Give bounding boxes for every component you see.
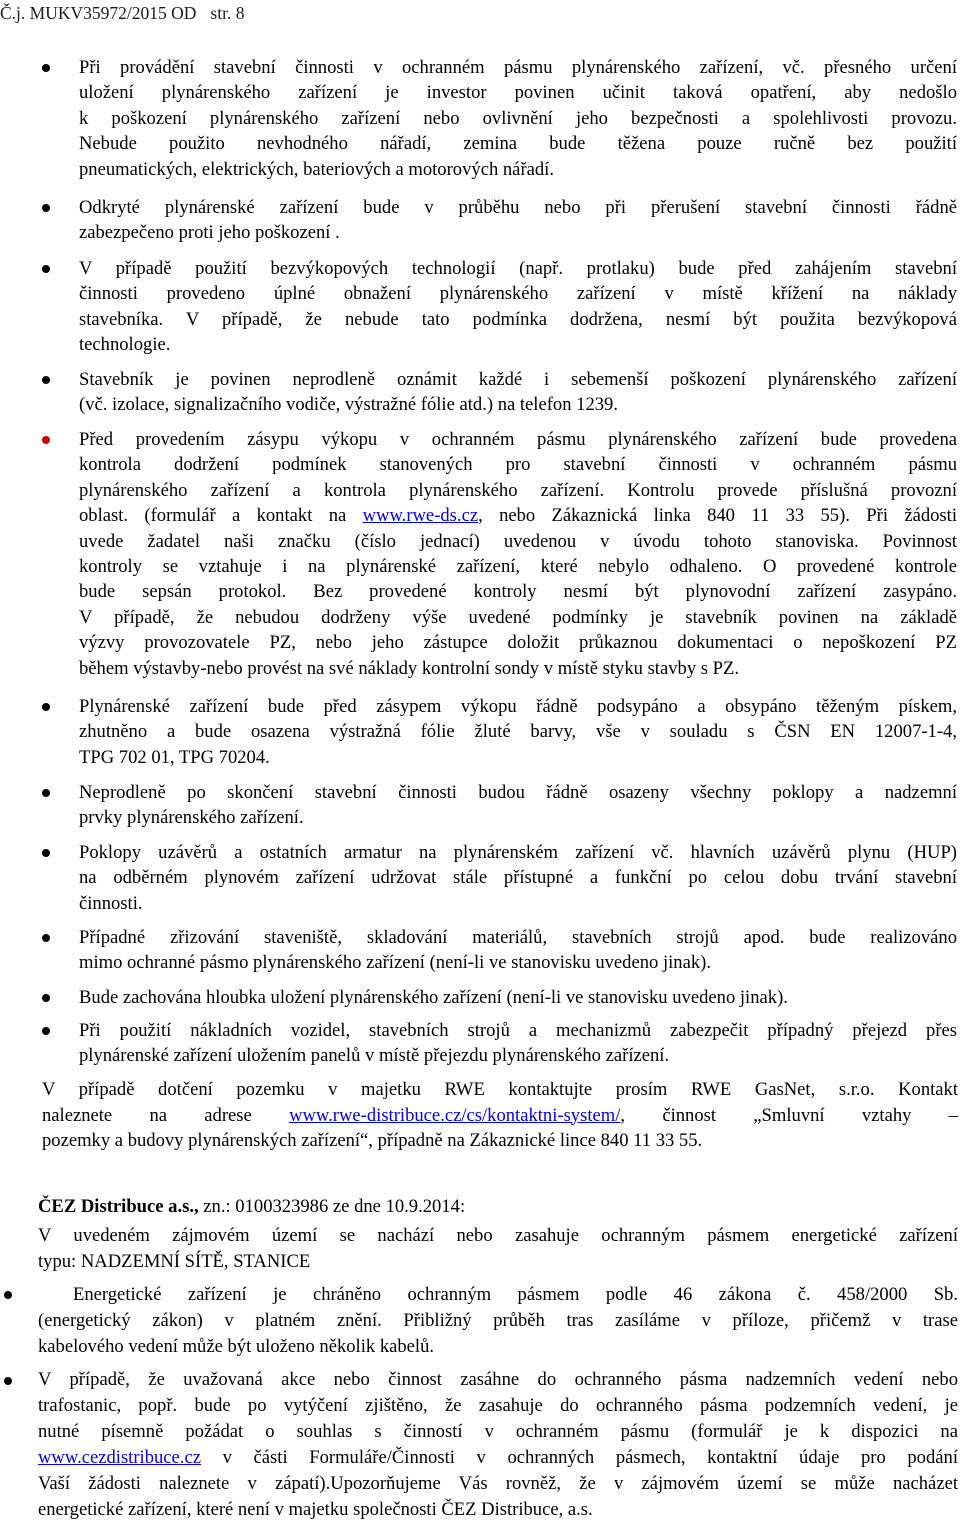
text-line: mimo ochranné pásmo plynárenského zařízení (není-li ve stanovisku uvedeno jinak). xyxy=(79,952,711,974)
text-line: technologie. xyxy=(79,334,171,356)
text-line: Stavebník je povinen neprodleně oznámit každé i sebemenší poškození plynárenského zařízení xyxy=(79,369,957,390)
text-line: (vč. izolace, signalizačního vodiče, výstražné fólie atd.) na telefon 1239. xyxy=(79,394,619,416)
text-line: Při provádění stavební činnosti v ochranném pásmu plynárenského zařízení, vč. přesného určení xyxy=(79,57,957,78)
text-line: kontroly se vztahuje i na plynárenské zařízení, které nebylo odhaleno. O provedené kontrole xyxy=(79,556,957,578)
text-line: bude sepsán protokol. Bez provedené kontroly nesmí být plynovodní zařízení zasypáno. xyxy=(79,581,957,603)
text-line: V případě použití bezvýkopových technologií (např. protlaku) bude před zahájením stavební xyxy=(79,258,957,279)
bullet-icon xyxy=(42,934,50,942)
contact-line: naleznete na adrese www.rwe-distribuce.cz/cs/kontaktni-system/, činnost „Smluvní vztahy – xyxy=(42,1104,959,1126)
text-line: Neprodleně po skončení stavební činnosti budou řádně osazeny všechny poklopy a nadzemní xyxy=(79,782,957,803)
cez-intro: V uvedeném zájmovém území se nachází nebo zasahuje ochranným pásmem energetické zařízení typu: NADZEMNÍ SÍTĚ, STANICE xyxy=(38,1225,958,1272)
cezdistribuce-link[interactable]: www.cezdistribuce.cz xyxy=(38,1447,201,1468)
text-line: prvky plynárenského zařízení. xyxy=(79,807,304,829)
rwe-bullet-item xyxy=(79,780,957,831)
text-line: na odběrném plynovém zařízení udržovat stále přístupné a funkční po celou dobu trvání stavební xyxy=(79,867,957,889)
rwe-bullet-item xyxy=(79,55,957,182)
text-line: TPG 702 01, TPG 70204. xyxy=(79,746,270,768)
text-line: Poklopy uzávěrů a ostatních armatur na plynárenském zařízení vč. hlavních uzávěrů plynu (HUP) xyxy=(79,842,957,863)
bullet-icon xyxy=(42,849,50,857)
text-line: Před provedením zásypu výkopu v ochranném pásmu plynárenského zařízení bude provedena xyxy=(79,429,957,450)
bullet-icon xyxy=(42,376,50,384)
text-line: pneumatických, elektrických, bateriových a motorových nářadí. xyxy=(79,158,554,180)
rwe-bullet-item xyxy=(79,694,957,770)
rwe-bullet-item xyxy=(79,925,957,976)
text-line: Nebude použito nevhodného nářadí, zemina bude těžena pouze ručně bez použití xyxy=(79,133,957,155)
text-line: k poškození plynárenského zařízení nebo ovlivnění jeho bezpečnosti a spolehlivosti provozu. xyxy=(79,107,957,129)
bullet-icon xyxy=(4,1377,12,1385)
rwe-bullet-item xyxy=(79,367,957,418)
cez-section-title: ČEZ Distribuce a.s., zn.: 0100323986 ze dne 10.9.2014: xyxy=(38,1196,466,1217)
bullet-icon xyxy=(42,1027,50,1035)
rwe-bullet-item xyxy=(79,840,957,916)
bullet-icon xyxy=(42,789,50,797)
bullet-icon xyxy=(42,994,50,1002)
rwe-bullet-item xyxy=(79,1018,957,1069)
bullet-icon xyxy=(42,265,50,273)
bullet-icon xyxy=(42,436,50,444)
bullet-icon xyxy=(42,204,50,212)
text-line: Případné zřizování staveniště, skladování materiálů, stavebních strojů apod. bude realizováno xyxy=(79,927,957,948)
text-line: stavebníka. V případě, že nebude tato podmínka dodržena, nesmí být použita bezvýkopová xyxy=(79,308,957,330)
rwe-bullet-item xyxy=(79,256,957,358)
text-line: činnosti provedeno úplné obnažení plynárenského zařízení v místě křížení na náklady xyxy=(79,283,957,305)
text-line: oblast. (formulář a kontakt na www.rwe-ds.cz, nebo Zákaznická linka 840 11 33 55). Při žádosti xyxy=(79,505,957,527)
cez-bullet-2: V případě, že uvažovaná akce nebo činnost zasáhne do ochranného pásma nadzemních vedení nebo trafostanic, popř. bude po vytýčení zjištěno, že zasahuje do ochranného pásma podzemních vedení, je nutné písemně požádat o souhlas s činností v ochranném pásmu (formulář je k dispozici na www.cezdistribuce.cz v části Formuláře/Činnosti v ochranných pásmech, kontaktní údaje pro podání Vaší žádosti naleznete v zápatí).Upozorňujeme Vás rovněž, že v zájmovém území se může nacházet energetické zařízení, které není v majetku společnosti ČEZ Distribuce, a.s. xyxy=(38,1369,958,1520)
text-line: zabezpečeno proti jeho poškození . xyxy=(79,222,340,244)
page-number: str. 8 xyxy=(210,3,245,23)
rwe-contact-paragraph xyxy=(42,1077,958,1154)
rwe-bullet-item xyxy=(79,195,957,246)
text-line: uložení plynárenského zařízení je investor povinen učinit taková opatření, aby nedošlo xyxy=(79,82,957,104)
text-line: kontrola dodržení podmínek stanovených pro stavební činnosti v ochranném pásmu xyxy=(79,454,957,476)
text-line: uvede žadatel naši značku (číslo jednací) uvedenou v úvodu tohoto stanoviska. Povinnost xyxy=(79,530,957,552)
bullet-icon xyxy=(42,64,50,72)
rwe-bullet-item xyxy=(79,427,957,681)
text-line: plynárenské zařízení uložením panelů v místě přejezdu plynárenského zařízení. xyxy=(79,1045,670,1067)
bullet-icon xyxy=(4,1291,12,1299)
contact-line: pozemky a budovy plynárenských zařízení“, případně na Zákaznické lince 840 11 33 55. xyxy=(42,1130,703,1151)
bullet-icon xyxy=(42,703,50,711)
rwe-distribuce-link[interactable]: www.rwe-distribuce.cz/cs/kontaktni-system/ xyxy=(289,1104,621,1126)
text-line: zhutněno a bude osazena výstražná fólie žluté barvy, vše v souladu s ČSN EN 12007-1-4, xyxy=(79,721,957,743)
text-line: Odkryté plynárenské zařízení bude v průběhu nebo při přerušení stavební činnosti řádně xyxy=(79,197,957,218)
text-line: Bude zachována hloubka uložení plynárenského zařízení (není-li ve stanovisku uvedeno jinak). xyxy=(79,987,788,1008)
text-line: Plynárenské zařízení bude před zásypem výkopu řádně podsypáno a obsypáno těženým pískem, xyxy=(79,696,957,717)
contact-line: V případě dotčení pozemku v majetku RWE kontaktujte prosím RWE GasNet, s.r.o. Kontakt xyxy=(42,1079,958,1100)
text-line: plynárenského zařízení a kontrola plynárenského zařízení. Kontrolu provede příslušná provozní xyxy=(79,479,957,501)
text-line: činnosti. xyxy=(79,892,143,914)
text-line: během výstavby-nebo provést na své náklady kontrolní sondy v místě styku stavby s PZ. xyxy=(79,657,739,679)
text-line: Při použití nákladních vozidel, stavebních strojů a mechanizmů zabezpečit případný přejezd přes xyxy=(79,1020,957,1041)
rwe-ds-link[interactable]: www.rwe-ds.cz xyxy=(362,505,479,527)
text-line: V případě, že nebudou dodrženy výše uvedené podmínky je stavebník povinen na základě xyxy=(79,606,957,628)
rwe-bullet-item xyxy=(79,985,957,1010)
text-line: výzvy provozovatele PZ, nebo jeho zástupce doložit průkaznou dokumentaci o nepoškození PZ xyxy=(79,632,957,654)
cez-bullet-1: Energetické zařízení je chráněno ochranným pásmem podle 46 zákona č. 458/2000 Sb. (energetický zákon) v platném znění. Přibližný průběh tras zasíláme v příloze, přičemž v trase kabelového vedení může být uloženo několik kabelů. xyxy=(38,1284,958,1357)
reference-number: Č.j. MUKV35972/2015 OD xyxy=(0,3,197,23)
page-header xyxy=(0,2,244,24)
